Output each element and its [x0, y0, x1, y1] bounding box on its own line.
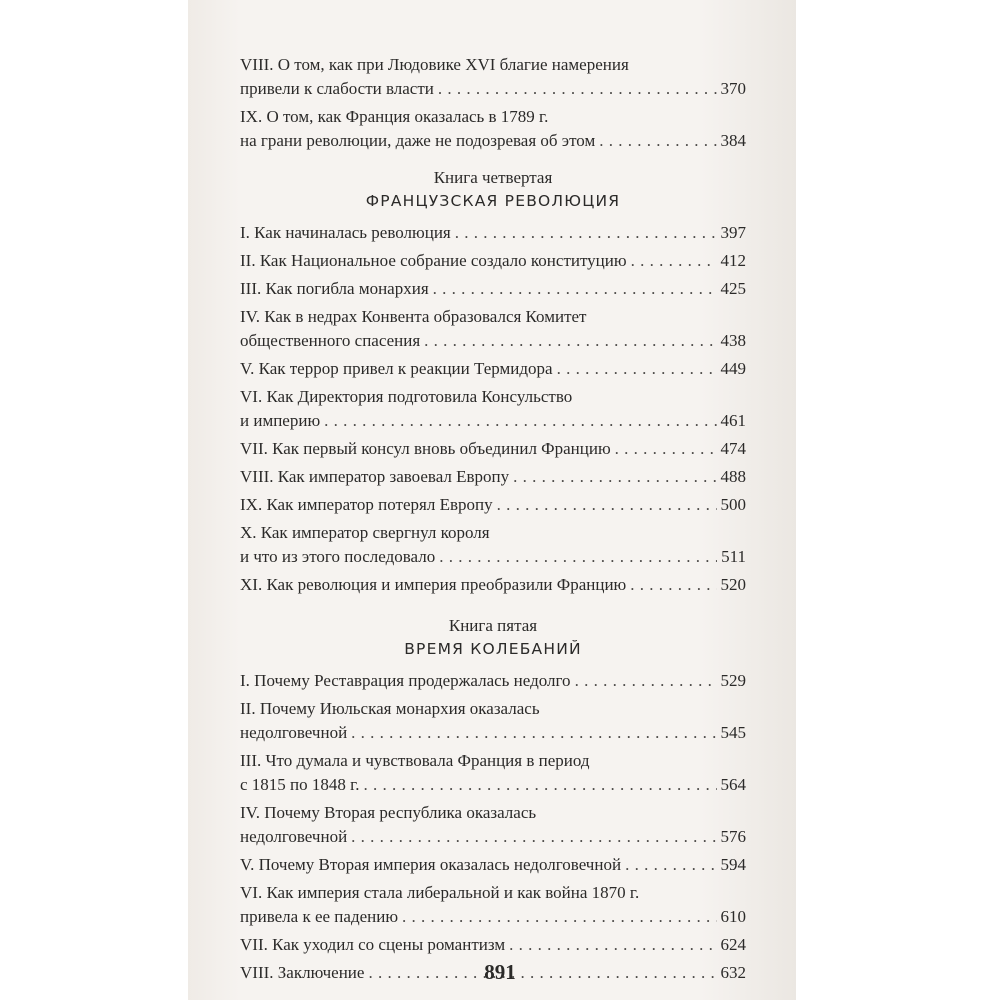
dot-leader [625, 853, 716, 877]
toc-entry-title-line: III. Что думала и чувствовала Франция в период [240, 751, 590, 770]
dot-leader [324, 409, 716, 433]
toc-entry-title-line: привела к ее падению [240, 907, 399, 926]
toc-entry-title-line: на грани революции, даже не подозревая об этом [240, 131, 596, 150]
toc-entry-title-line: с 1815 по 1848 г. [240, 775, 360, 794]
toc-entry-title-line: III. Как погибла монархия [240, 279, 429, 298]
toc-entry-page: 576 [720, 827, 746, 846]
dot-leader [497, 493, 717, 517]
dot-leader [438, 77, 717, 101]
toc-entry-page: 594 [720, 855, 746, 874]
dot-leader [351, 825, 716, 849]
toc-entry [240, 573, 746, 597]
toc-entry [240, 105, 746, 153]
toc-entry-page: 520 [720, 575, 746, 594]
book-four-entries [240, 221, 746, 597]
toc-entry-title-line: I. Почему Реставрация продержалась недолго [240, 671, 571, 690]
book-five-entries [240, 669, 746, 985]
toc-entry [240, 881, 746, 929]
dot-leader [455, 221, 717, 245]
dot-leader [351, 721, 716, 745]
toc-entry-title-line: VI. Как империя стала либеральной и как война 1870 г. [240, 883, 640, 902]
toc-entry [240, 521, 746, 569]
toc-entry [240, 277, 746, 301]
toc-entry-page: 370 [720, 79, 746, 98]
toc-entry-page: 488 [720, 467, 746, 486]
toc-entry [240, 801, 746, 849]
toc-entry-last-line [240, 773, 746, 797]
toc-entry-title-line: II. Как Национальное собрание создало конституцию [240, 251, 627, 270]
toc-entry-last-line [240, 329, 746, 353]
toc-entry [240, 853, 746, 877]
toc-entry-last-line [240, 409, 746, 433]
toc-entry-title-line: VIII. О том, как при Людовике XVI благие намерения [240, 55, 629, 74]
dot-leader [509, 933, 716, 957]
toc-entry [240, 221, 746, 245]
dot-leader [599, 129, 716, 153]
book-five-title: ВРЕМЯ КОЛЕБАНИЙ [404, 640, 582, 658]
toc-entry-title-line: XI. Как революция и империя преобразили Францию [240, 575, 627, 594]
toc-entry-last-line [240, 933, 746, 957]
dot-leader [439, 545, 717, 569]
toc-entry [240, 697, 746, 745]
toc-entry-last-line [240, 825, 746, 849]
toc-entry-title-line: V. Как террор привел к реакции Термидора [240, 359, 553, 378]
toc-entry-title-line: IX. Как император потерял Европу [240, 495, 493, 514]
toc-entry-page: 474 [720, 439, 746, 458]
toc-entry-title-line: IV. Почему Вторая республика оказалась [240, 803, 537, 822]
toc-entry-last-line [240, 853, 746, 877]
dot-leader [513, 465, 716, 489]
toc-entry [240, 669, 746, 693]
toc-entry [240, 249, 746, 273]
toc-entry-title-line: общественного спасения [240, 331, 421, 350]
toc-entry [240, 437, 746, 461]
toc-entry-page: 511 [721, 547, 746, 566]
toc-entry [240, 305, 746, 353]
page-number: 891 [484, 960, 516, 984]
toc-entry-page: 529 [720, 671, 746, 690]
toc-entry-page: 564 [720, 775, 746, 794]
toc-entry [240, 749, 746, 797]
toc-entry-page: 545 [720, 723, 746, 742]
toc-entry-last-line [240, 493, 746, 517]
toc-entry-page: 610 [720, 907, 746, 926]
dot-leader [363, 773, 716, 797]
toc-entry-title-line: недолговечной [240, 723, 348, 742]
dot-leader [402, 905, 716, 929]
toc-entry-last-line [240, 437, 746, 461]
toc-entry-page: 624 [720, 935, 746, 954]
toc-entry [240, 53, 746, 101]
dot-leader [433, 277, 717, 301]
toc-continued-entries [240, 53, 746, 153]
page-gutter-shadow [188, 0, 240, 1000]
toc-entry-title-line: X. Как император свергнул короля [240, 523, 490, 542]
toc-entry-title-line: IX. О том, как Франция оказалась в 1789 г. [240, 107, 549, 126]
book-four-label: Книга четвертая [433, 168, 553, 187]
toc-entry-last-line [240, 129, 746, 153]
toc-entry-page: 449 [720, 359, 746, 378]
dot-leader [630, 573, 716, 597]
book-four-title: ФРАНЦУЗСКАЯ РЕВОЛЮЦИЯ [365, 192, 621, 210]
toc-entry-title-line: I. Как начиналась революция [240, 223, 451, 242]
table-of-contents [240, 53, 746, 989]
dot-leader [424, 329, 716, 353]
toc-entry-title-line: VIII. Как император завоевал Европу [240, 467, 510, 486]
toc-entry-last-line [240, 721, 746, 745]
toc-entry-title-line: V. Почему Вторая империя оказалась недолговечной [240, 855, 622, 874]
toc-entry-page: 425 [720, 279, 746, 298]
toc-entry [240, 493, 746, 517]
toc-entry-page: 461 [720, 411, 746, 430]
toc-entry-title-line: IV. Как в недрах Конвента образовался Комитет [240, 307, 587, 326]
dot-leader [557, 357, 717, 381]
toc-entry [240, 933, 746, 957]
toc-entry-page: 412 [720, 251, 746, 270]
dot-leader [631, 249, 717, 273]
toc-entry-page: 632 [720, 963, 746, 982]
book-five-header [240, 615, 746, 661]
toc-entry-title-line: VIII. Заключение [240, 963, 365, 982]
toc-entry-page: 397 [720, 223, 746, 242]
toc-entry [240, 357, 746, 381]
dot-leader [615, 437, 717, 461]
dot-leader [575, 669, 717, 693]
toc-entry [240, 465, 746, 489]
toc-entry-page: 384 [720, 131, 746, 150]
toc-entry-page: 438 [720, 331, 746, 350]
toc-entry-title-line: VII. Как первый консул вновь объединил Францию [240, 439, 611, 458]
toc-entry-title-line: II. Почему Июльская монархия оказалась [240, 699, 540, 718]
toc-entry-last-line [240, 357, 746, 381]
toc-entry-title-line: привели к слабости власти [240, 79, 434, 98]
toc-entry-title-line: недолговечной [240, 827, 348, 846]
toc-entry-last-line [240, 77, 746, 101]
toc-entry [240, 385, 746, 433]
book-four-header [240, 167, 746, 213]
toc-entry-last-line [240, 465, 746, 489]
toc-entry-title-line: VII. Как уходил со сцены романтизм [240, 935, 506, 954]
toc-entry-title-line: VI. Как Директория подготовила Консульство [240, 387, 573, 406]
toc-entry-last-line [240, 905, 746, 929]
toc-entry-last-line [240, 573, 746, 597]
toc-entry-last-line [240, 277, 746, 301]
toc-entry-last-line [240, 249, 746, 273]
toc-entry-title-line: и империю [240, 411, 321, 430]
book-five-label: Книга пятая [448, 616, 538, 635]
toc-entry-last-line [240, 545, 746, 569]
toc-entry-last-line [240, 669, 746, 693]
toc-entry-title-line: и что из этого последовало [240, 547, 436, 566]
toc-entry-page: 500 [720, 495, 746, 514]
toc-entry-last-line [240, 221, 746, 245]
